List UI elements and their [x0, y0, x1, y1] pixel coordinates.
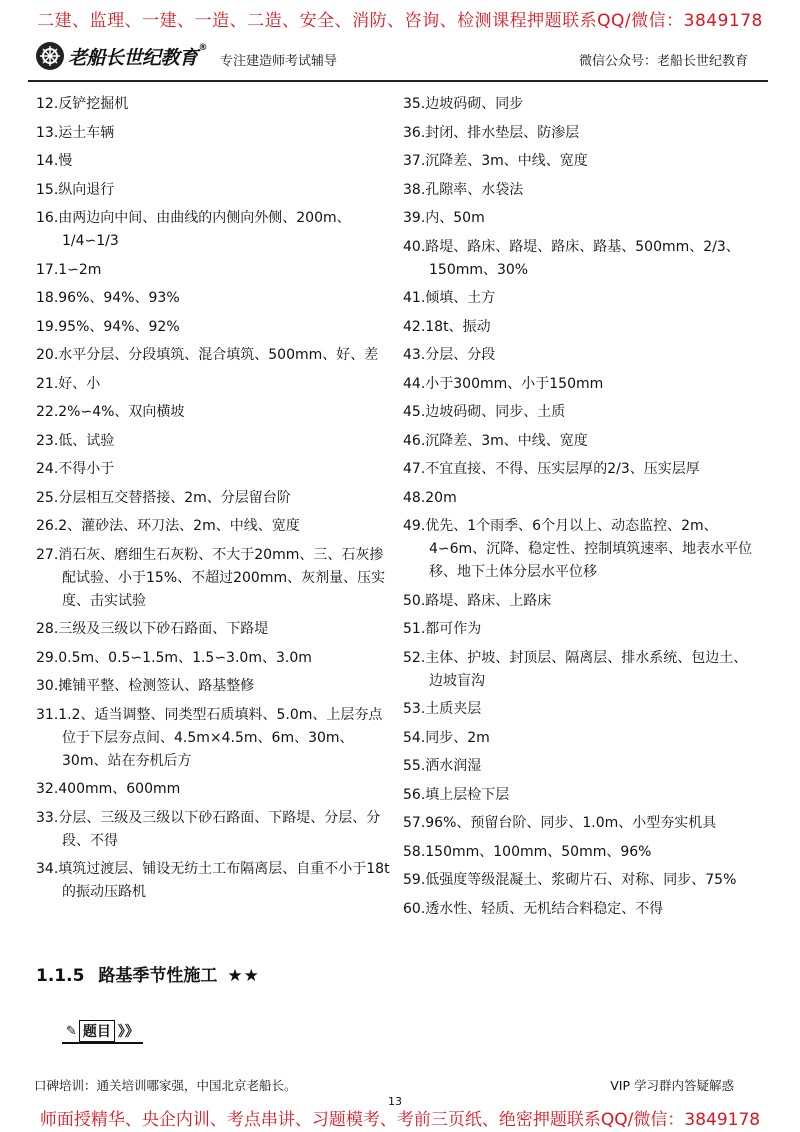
answer-item	[36, 858, 390, 904]
answer-number: 28.	[36, 621, 59, 637]
answer-number: 26.	[36, 518, 59, 534]
answer-text: 边坡码砌、同步、土质	[425, 404, 566, 420]
answer-item	[36, 316, 390, 339]
answer-item	[36, 207, 390, 253]
answer-item	[403, 150, 759, 173]
answer-item	[403, 430, 759, 453]
answer-number: 20.	[36, 347, 59, 363]
answer-number: 38.	[403, 181, 426, 198]
answer-item	[403, 869, 759, 892]
answer-item	[36, 401, 390, 424]
answer-number: 49.	[403, 518, 426, 534]
answer-text: 低、试验	[58, 432, 115, 449]
answer-item	[36, 675, 390, 698]
answer-item	[403, 784, 759, 807]
answer-number: 58.	[403, 843, 426, 860]
answer-number: 37.	[403, 153, 426, 169]
answer-item	[36, 778, 390, 801]
answer-text: 不得小于	[58, 461, 115, 477]
answer-text: 由两边向中间、由曲线的内侧向外侧、200m、1/4∽1/3	[58, 210, 351, 249]
answer-text: 20m	[425, 489, 457, 506]
answer-item	[36, 807, 390, 853]
answer-text: 95%、94%、92%	[58, 318, 180, 335]
importance-stars: ★★	[227, 966, 260, 986]
answer-item	[36, 179, 390, 202]
answer-text: 1∽2m	[58, 261, 102, 278]
answer-text: 都可作为	[425, 621, 482, 637]
answer-item	[403, 179, 759, 202]
section-number: 1.1.5	[36, 966, 85, 986]
answers-left-column	[36, 93, 390, 910]
page-number: 13	[388, 1095, 402, 1108]
answer-text: 低强度等级混凝土、浆砌片石、对称、同步、75%	[425, 872, 737, 888]
answer-text: 边坡码砌、同步	[425, 96, 524, 112]
answer-number: 57.	[403, 815, 426, 831]
answer-number: 32.	[36, 781, 59, 797]
answer-number: 36.	[403, 124, 426, 141]
answer-text: 反铲挖掘机	[58, 96, 129, 112]
answers-right-column	[403, 93, 759, 926]
question-tag-arrows: 》》	[117, 1024, 139, 1040]
answer-item	[36, 287, 390, 310]
footer-slogan: 口碑培训：通关培训哪家强，中国北京老船长。	[34, 1078, 297, 1093]
answer-item	[36, 344, 390, 367]
answer-number: 23.	[36, 432, 59, 449]
answer-item	[36, 544, 390, 613]
answer-item	[403, 373, 759, 396]
answer-item	[403, 316, 759, 339]
answer-text: 填筑过渡层、铺设无纺土工布隔离层、自重不小于18t的振动压路机	[58, 861, 390, 900]
answer-number: 29.	[36, 649, 59, 666]
answer-number: 46.	[403, 432, 426, 449]
answer-item	[403, 755, 759, 778]
answer-number: 56.	[403, 786, 426, 803]
answer-item	[403, 93, 759, 116]
logo-text: 老船长世纪教育®	[68, 42, 208, 69]
answer-item	[403, 344, 759, 367]
answer-item	[403, 287, 759, 310]
answer-item	[403, 727, 759, 750]
brand-logo	[36, 42, 207, 70]
answer-text: 填上层检下层	[425, 786, 510, 803]
answer-item	[403, 841, 759, 864]
answer-item	[36, 150, 390, 173]
answer-text: 2、灌砂法、环刀法、2m、中线、宽度	[58, 518, 300, 534]
section-heading	[36, 961, 260, 986]
answer-number: 31.	[36, 706, 59, 723]
answer-text: 内、50m	[425, 210, 485, 226]
answer-text: 96%、94%、93%	[58, 290, 180, 306]
answer-text: 路堤、路床、上路床	[425, 592, 552, 609]
answer-text: 主体、护坡、封顶层、隔离层、排水系统、包边土、边坡盲沟	[425, 649, 748, 689]
answer-number: 41.	[403, 290, 426, 306]
answer-item	[403, 698, 759, 721]
answer-text: 土质夹层	[425, 701, 482, 717]
answer-text: 慢	[58, 153, 73, 169]
answer-text: 好、小	[58, 375, 101, 392]
answer-item	[36, 647, 390, 670]
page-header	[28, 40, 768, 82]
answer-number: 16.	[36, 210, 59, 226]
answer-number: 25.	[36, 489, 59, 506]
answer-item	[403, 618, 759, 641]
answer-item	[36, 430, 390, 453]
answer-text: 孔隙率、水袋法	[425, 181, 524, 198]
question-tag-label: 题目	[79, 1020, 115, 1042]
top-banner: 二建、监理、一建、一造、二造、安全、消防、咨询、检测课程押题联系QQ/微信：3849178	[37, 11, 763, 31]
answer-number: 30.	[36, 678, 59, 694]
section-title: 路基季节性施工	[98, 966, 218, 986]
answer-item	[36, 122, 390, 145]
answer-number: 40.	[403, 238, 426, 255]
answer-text: 0.5m、0.5∽1.5m、1.5∽3.0m、3.0m	[58, 649, 312, 666]
answer-text: 优先、1个雨季、6个月以上、动态监控、2m、4∽6m、沉降、稳定性、控制填筑速率、地表水平位移、地下土体分层水平位移	[425, 518, 753, 580]
answer-number: 51.	[403, 621, 426, 637]
answer-text: 150mm、100mm、50mm、96%	[425, 843, 652, 860]
answer-text: 沉降差、3m、中线、宽度	[425, 153, 588, 169]
answer-item	[36, 373, 390, 396]
answer-text: 沉降差、3m、中线、宽度	[425, 432, 588, 449]
answer-number: 14.	[36, 153, 59, 169]
answer-item	[403, 898, 759, 921]
answer-number: 39.	[403, 210, 426, 226]
answer-number: 15.	[36, 181, 59, 198]
answer-number: 60.	[403, 900, 426, 917]
answer-number: 12.	[36, 96, 59, 112]
answer-item	[36, 704, 390, 773]
answer-number: 35.	[403, 96, 426, 112]
answer-text: 摊铺平整、检测签认、路基整修	[58, 678, 255, 694]
answer-text: 封闭、排水垫层、防渗层	[425, 124, 580, 141]
answer-item	[36, 259, 390, 282]
answer-number: 19.	[36, 318, 59, 335]
pencil-icon: ✎	[66, 1023, 77, 1039]
answer-item	[403, 812, 759, 835]
answer-number: 59.	[403, 872, 426, 888]
answer-number: 22.	[36, 404, 59, 420]
answer-text: 运土车辆	[58, 124, 115, 141]
answer-number: 17.	[36, 261, 59, 278]
answer-text: 消石灰、磨细生石灰粉、不大于20mm、三、石灰掺配试验、小于15%、不超过200mm、灰剂量、压实度、击实试验	[58, 546, 386, 609]
answer-text: 小于300mm、小于150mm	[425, 375, 604, 392]
answer-item	[36, 618, 390, 641]
answer-text: 倾填、土方	[425, 290, 496, 306]
answer-number: 42.	[403, 318, 426, 335]
answer-number: 18.	[36, 290, 59, 306]
answer-number: 43.	[403, 347, 426, 363]
answer-text: 透水性、轻质、无机结合料稳定、不得	[425, 900, 664, 917]
answer-number: 34.	[36, 861, 59, 877]
answer-item	[36, 458, 390, 481]
answer-number: 50.	[403, 592, 426, 609]
answer-number: 53.	[403, 701, 426, 717]
answer-item	[403, 590, 759, 613]
answer-text: 水平分层、分段填筑、混合填筑、500mm、好、差	[58, 347, 379, 363]
answer-number: 24.	[36, 461, 59, 477]
answer-text: 96%、预留台阶、同步、1.0m、小型夯实机具	[425, 815, 717, 831]
answer-item	[403, 458, 759, 481]
answer-text: 同步、2m	[425, 729, 490, 746]
answer-item	[36, 93, 390, 116]
answer-item	[36, 487, 390, 510]
answer-item	[403, 647, 759, 693]
answer-number: 27.	[36, 546, 59, 563]
answer-item	[403, 401, 759, 424]
answer-number: 48.	[403, 489, 426, 506]
ship-wheel-icon	[36, 42, 64, 70]
answer-item	[403, 207, 759, 230]
bottom-banner: 师面授精华、央企内训、考点串讲、习题模考、考前三页纸、绝密押题联系QQ/微信：3849178	[39, 1110, 761, 1130]
header-tagline: 专注建造师考试辅导	[220, 54, 338, 69]
answer-text: 分层相互交替搭接、2m、分层留台阶	[58, 489, 291, 506]
answer-text: 分层、分段	[425, 347, 496, 363]
answer-item	[403, 515, 759, 584]
footer-vip-note: VIP 学习群内答疑解惑	[610, 1078, 734, 1093]
wechat-account: 微信公众号：老船长世纪教育	[578, 54, 748, 69]
answer-item	[403, 122, 759, 145]
answer-text: 纵向退行	[58, 181, 115, 198]
answer-number: 44.	[403, 375, 426, 392]
answer-number: 21.	[36, 375, 59, 392]
answer-item	[403, 236, 759, 282]
answer-text: 洒水润湿	[425, 758, 482, 774]
answer-item	[36, 515, 390, 538]
answer-item	[403, 487, 759, 510]
answer-number: 54.	[403, 729, 426, 746]
answer-text: 18t、振动	[425, 318, 491, 335]
answer-number: 45.	[403, 404, 426, 420]
answer-number: 33.	[36, 809, 59, 826]
answer-text: 2%∽4%、双向横坡	[58, 404, 185, 420]
answer-text: 400mm、600mm	[58, 781, 181, 797]
question-tag	[62, 1020, 143, 1044]
answer-text: 分层、三级及三级以下砂石路面、下路堤、分层、分段、不得	[58, 809, 381, 849]
answer-text: 1.2、适当调整、同类型石质填料、5.0m、上层夯点位于下层夯点间、4.5m×4.5m、6m、30m、30m、站在夯机后方	[58, 706, 383, 769]
answer-number: 55.	[403, 758, 426, 774]
answer-text: 不宜直接、不得、压实层厚的2/3、压实层厚	[425, 461, 700, 477]
answer-text: 路堤、路床、路堤、路床、路基、500mm、2/3、150mm、30%	[425, 238, 740, 278]
answer-number: 13.	[36, 124, 59, 141]
answer-number: 47.	[403, 461, 426, 477]
answer-text: 三级及三级以下砂石路面、下路堤	[58, 621, 269, 637]
answer-number: 52.	[403, 649, 426, 666]
